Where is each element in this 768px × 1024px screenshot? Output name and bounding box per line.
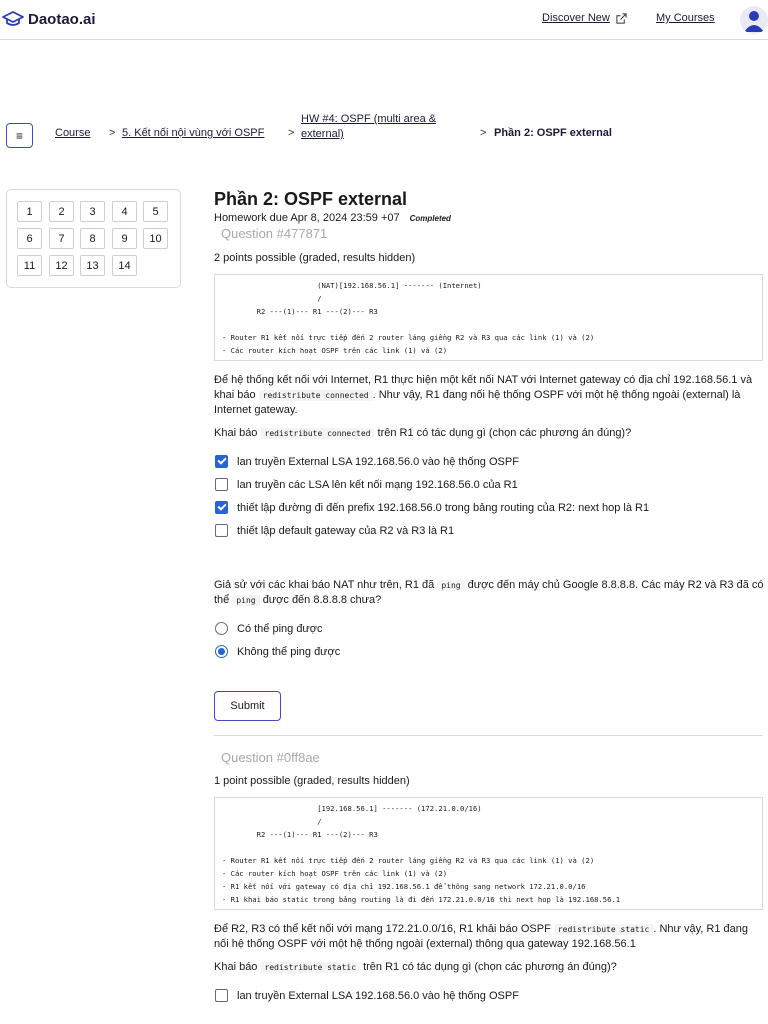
checkbox[interactable] <box>215 501 228 514</box>
answer-option[interactable] <box>215 524 454 537</box>
my-courses-link[interactable]: My Courses <box>656 12 715 24</box>
code-text: [192.168.56.1] ------- (172.21.0.0/16) / R2 ---(1)--- R1 ---(2)--- R3 - Router R1 kết nối trực tiếp đến 2 router láng giềng R2 và R3 qua các link (1) và (2) - Các router kích hoạt OSPF trên các link (1) và (2) - R1 kết nối với gateway có địa chỉ 192.168.56.1 để thông sang network 172.21.0.0/16 - R1 khai báo static trong bảng routing là đi đến 172.21.0.0/16 thì next hop là 192.168.56.1 <box>222 804 621 904</box>
question-points: 1 point possible (graded, results hidden) <box>214 775 410 787</box>
logo-text: Daotao.ai <box>28 10 96 28</box>
question-nav-item[interactable]: 11 <box>17 255 42 276</box>
discover-new-link[interactable] <box>542 12 627 24</box>
answer-option[interactable] <box>215 501 649 514</box>
answer-option-label: lan truyền External LSA 192.168.56.0 vào hệ thống OSPF <box>237 455 519 468</box>
homework-due-line <box>214 212 451 224</box>
logo[interactable] <box>2 10 96 28</box>
question-nav-item[interactable]: 13 <box>80 255 105 276</box>
checkbox[interactable] <box>215 478 228 491</box>
user-icon <box>740 6 768 34</box>
radio-button[interactable] <box>215 622 228 635</box>
answer-option[interactable] <box>215 455 519 468</box>
question-nav-item[interactable]: 1 <box>17 201 42 222</box>
question-nav-item[interactable]: 2 <box>49 201 74 222</box>
question-nav-item[interactable]: 12 <box>49 255 74 276</box>
question-nav-item[interactable]: 8 <box>80 228 105 249</box>
question-prompt: Khai báo redistribute connected trên R1 có tác dụng gì (chọn các phương án đúng)? <box>214 427 632 439</box>
question-nav-item[interactable]: 7 <box>49 228 74 249</box>
question-text: Để R2, R3 có thể kết nối với mạng 172.21.0.0/16, R1 khải báo OSPF redistribute static . Như vậy, R1 đang nối hệ thống OSPF với một hệ thống ngoài (external) thông qua gateway 192.168.56.1 <box>214 923 748 950</box>
inline-code: redistribute static <box>554 924 654 935</box>
radio-option-label: Có thể ping được <box>237 622 323 635</box>
inline-code: redistribute connected <box>259 390 373 401</box>
discover-new-label: Discover New <box>542 12 610 24</box>
submit-button[interactable]: Submit <box>214 691 281 721</box>
question-nav-item[interactable]: 6 <box>17 228 42 249</box>
breadcrumb-course[interactable]: Course <box>55 127 91 139</box>
hamburger-icon: ≡ <box>15 128 23 143</box>
answer-option-label: lan truyền External LSA 192.168.56.0 vào hệ thống OSPF <box>237 989 519 1002</box>
status-badge: Completed <box>409 213 451 223</box>
menu-button[interactable] <box>6 123 33 148</box>
inline-code: redistribute connected <box>261 428 375 439</box>
page-title: Phần 2: OSPF external <box>214 189 408 209</box>
checkbox[interactable] <box>215 455 228 468</box>
question-nav-item[interactable]: 3 <box>80 201 105 222</box>
question-id: Question #477871 <box>221 226 328 241</box>
breadcrumb-separator: > <box>480 127 487 139</box>
question-nav-item[interactable]: 9 <box>112 228 137 249</box>
answer-option-label: lan truyền các LSA lên kết nối mạng 192.168.56.0 của R1 <box>237 478 518 491</box>
top-navbar <box>0 0 768 40</box>
question-nav-item[interactable]: 14 <box>112 255 137 276</box>
external-link-icon <box>616 13 627 24</box>
due-date: Homework due Apr 8, 2024 23:59 +07 <box>214 212 400 224</box>
question-text: Để hệ thống kết nối với Internet, R1 thực hiện một kết nối NAT với Internet gateway có địa chỉ 192.168.56.1 và khai báo redistribute connected . Như vậy, R1 đang nối hệ thống OSPF với một hệ thống ngoài (external) là Internet gateway. <box>214 374 753 416</box>
breadcrumb-separator: > <box>288 127 295 139</box>
checkbox[interactable] <box>215 524 228 537</box>
question-nav-item[interactable]: 5 <box>143 201 168 222</box>
inline-code: redistribute static <box>261 962 361 973</box>
inline-code: ping <box>232 595 259 606</box>
radio-option-label: Không thể ping được <box>237 645 341 658</box>
breadcrumb-separator: > <box>109 127 116 139</box>
breadcrumb-current: Phần 2: OSPF external <box>494 127 612 139</box>
inline-code: ping <box>437 580 464 591</box>
radio-option[interactable] <box>215 645 340 658</box>
breadcrumb-homework[interactable]: HW #4: OSPF (multi area & external) <box>301 113 437 140</box>
code-block <box>214 274 763 361</box>
answer-option-label: thiết lập default gateway của R2 và R3 là R1 <box>237 524 455 537</box>
answer-option[interactable] <box>215 478 518 491</box>
radio-button[interactable] <box>215 645 228 658</box>
question-text: Giả sử với các khai báo NAT như trên, R1 đã ping được đến máy chủ Google 8.8.8.8. Các máy R2 và R3 đã có thể ping được đến 8.8.8.8 chưa? <box>214 579 764 606</box>
checkbox[interactable] <box>215 989 228 1002</box>
code-block <box>214 797 763 910</box>
question-nav-item[interactable]: 4 <box>112 201 137 222</box>
question-id: Question #0ff8ae <box>221 750 320 765</box>
question-prompt: Khai báo redistribute static trên R1 có tác dụng gì (chọn các phương án đúng)? <box>214 961 617 973</box>
code-text: (NAT)[192.168.56.1] ------- (Internet) / R2 ---(1)--- R1 ---(2)--- R3 - Router R1 kết nối trực tiếp đến 2 router láng giềng R2 và R3 qua các link (1) và (2) - Các router kích hoạt OSPF trên các link (1) và (2) <box>222 281 595 355</box>
question-nav <box>6 189 181 288</box>
breadcrumb-module[interactable]: 5. Kết nối nội vùng với OSPF <box>122 127 265 139</box>
answer-option-label: thiết lập đường đi đến prefix 192.168.56.0 trong bảng routing của R2: next hop là R1 <box>237 501 650 514</box>
radio-option[interactable] <box>215 622 323 635</box>
answer-option[interactable] <box>215 989 519 1002</box>
avatar[interactable] <box>740 6 768 34</box>
question-points: 2 points possible (graded, results hidden) <box>214 252 416 264</box>
graduation-cap-icon <box>2 10 24 28</box>
divider <box>214 735 763 736</box>
question-nav-item[interactable]: 10 <box>143 228 168 249</box>
